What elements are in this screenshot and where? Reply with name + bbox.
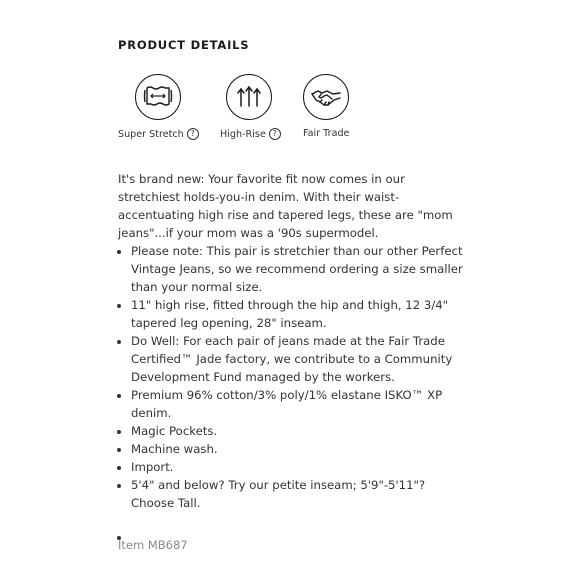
feature-icons-row <box>118 74 458 144</box>
section-heading: PRODUCT DETAILS <box>118 38 250 52</box>
product-description <box>118 170 463 546</box>
details-list <box>118 242 463 546</box>
feature-label: Super Stretch <box>118 128 184 140</box>
super-stretch-help-icon[interactable]: ? <box>187 128 199 140</box>
list-item: • 5'4" and below? Try our petite inseam; 5'9"-5'11"? Choose Tall. <box>131 476 463 512</box>
list-item: • Machine wash. <box>131 440 463 458</box>
list-item: • Import. <box>131 458 463 476</box>
list-item: • 11" high rise, fitted through the hip and thigh, 12 3/4" tapered leg opening, 28" inseam. <box>131 296 463 332</box>
feature-fair-trade <box>286 74 396 139</box>
feature-label: High-Rise <box>220 128 266 140</box>
list-item: • Magic Pockets. <box>131 422 463 440</box>
description-text: It's brand new: Your favorite fit now comes in our stretchiest holds-you-in denim. With their waist-accentuating high rise and tapered legs, these are "mom jeans"...if your mom was a '90s supermodel. <box>118 172 453 240</box>
handshake-icon <box>303 74 349 120</box>
feature-label: Fair Trade <box>303 128 350 139</box>
list-item: • Please note: This pair is stretchier than our other Perfect Vintage Jeans, so we recommend ordering a size smaller than your normal size. <box>131 242 463 296</box>
list-item: • Premium 96% cotton/3% poly/1% elastane ISKO™ XP denim. <box>131 386 463 422</box>
high-rise-arrows-icon <box>226 74 272 120</box>
stretch-fabric-icon <box>135 74 181 120</box>
item-number: Item MB687 <box>118 538 188 552</box>
list-item: • Do Well: For each pair of jeans made at the Fair Trade Certified™ Jade factory, we contribute to a Community Development Fund managed by the workers. <box>131 332 463 386</box>
high-rise-help-icon[interactable]: ? <box>269 128 281 140</box>
